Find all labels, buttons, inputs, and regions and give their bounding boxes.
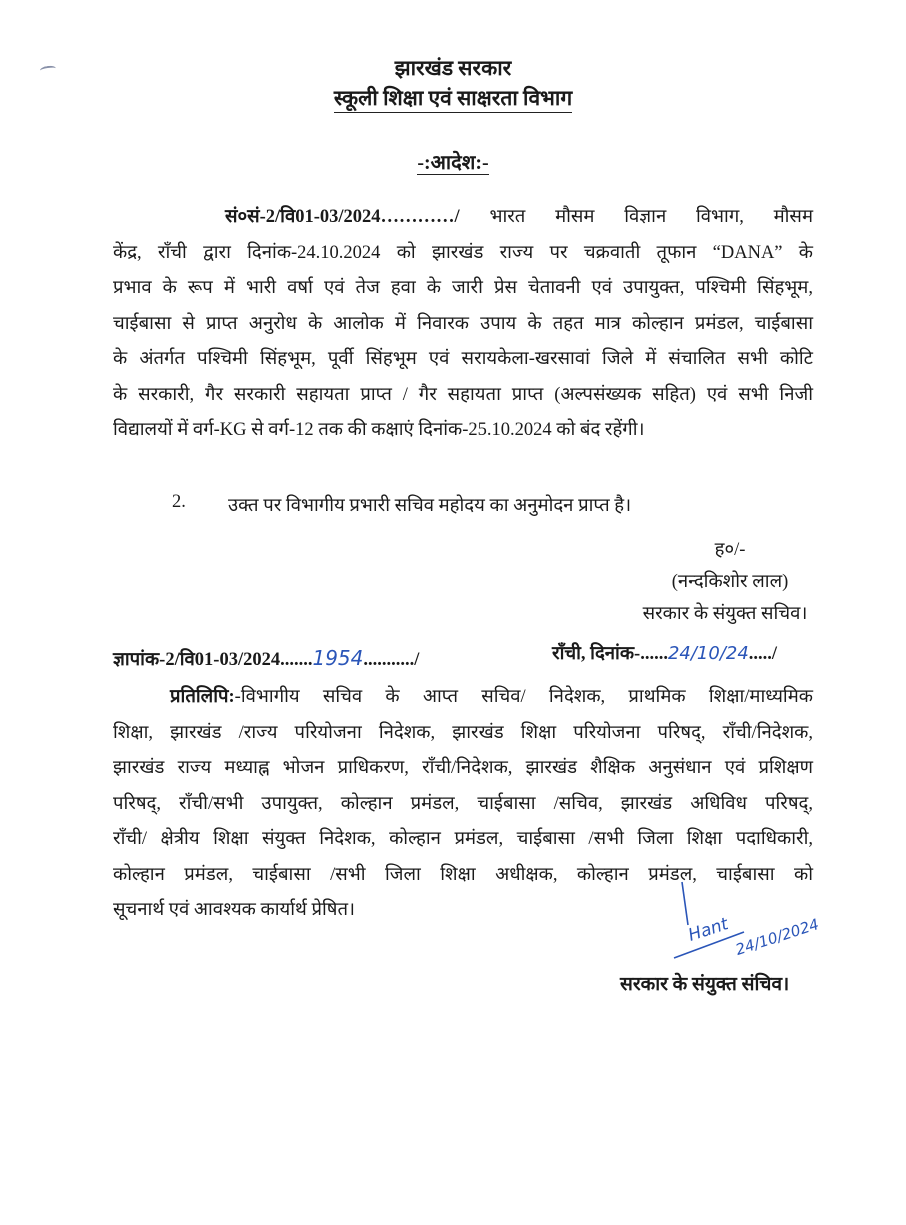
order-body [113, 200, 813, 449]
copy-line-1 [113, 680, 813, 716]
order-heading-text: -:आदेश:- [417, 152, 489, 174]
order-line-1 [113, 200, 813, 236]
signatory-name: (नन्दकिशोर लाल) [671, 572, 789, 592]
point-2-number: 2. [172, 492, 186, 512]
place-date-prefix: राँची, दिनांक-...... [552, 644, 668, 664]
signatory-designation-2: सरकार के संयुक्त संचिव। [620, 974, 790, 995]
order-line-6: के सरकारी, गैर सरकारी सहायता प्राप्त / गैर सहायता प्राप्त (अल्पसंख्यक सहित) एवं सभी निजी [113, 384, 813, 405]
copy-line-4: परिषद्, राँची/सभी उपायुक्त, कोल्हान प्रमंडल, चाईबासा /सचिव, झारखंड अधिविध परिषद्, [113, 793, 813, 814]
order-heading [0, 148, 906, 175]
department-title [0, 84, 906, 112]
signed-mark: ह०/- [714, 540, 746, 560]
memo-suffix: .........../ [363, 650, 420, 670]
department-title-text: स्कूली शिक्षा एवं साक्षरता विभाग [334, 86, 572, 113]
order-line-7: विद्यालयों में वर्ग-KG से वर्ग-12 तक की कक्षाएं दिनांक-25.10.2024 को बंद रहेंगी। [113, 420, 645, 440]
memo-number [113, 646, 419, 671]
date-handwritten: 24/10/24 [667, 643, 749, 664]
signatory-designation: सरकार के संयुक्त सचिव। [642, 604, 808, 624]
signature-scribble: Hant [685, 914, 731, 946]
order-line-2: केंद्र, राँची द्वारा दिनांक-24.10.2024 को झारखंड राज्य पर चक्रवाती तूफान “DANA” के [113, 242, 813, 263]
point-2-text: उक्त पर विभागीय प्रभारी सचिव महोदय का अनुमोदन प्राप्त है। [228, 496, 632, 516]
copy-label: प्रतिलिपि: [170, 687, 235, 707]
place-date [552, 640, 777, 665]
copy-line-2: शिक्षा, झारखंड /राज्य परियोजना निदेशक, झारखंड शिक्षा परियोजना परिषद्, राँची/निदेशक, [113, 722, 813, 743]
order-text: भारत मौसम विज्ञान विभाग, मौसम [489, 207, 814, 227]
order-line-3: प्रभाव के रूप में भारी वर्षा एवं तेज हवा के जारी प्रेस चेतावनी एवं उपायुक्त, पश्चिमी सिंहभूम, [113, 278, 813, 298]
copy-line-6: कोल्हान प्रमंडल, चाईबासा /सभी जिला शिक्षा अधीक्षक, कोल्हान प्रमंडल, चाईबासा को [113, 864, 813, 885]
memo-number-handwritten: 1954 [312, 646, 364, 670]
date-suffix: ...../ [748, 644, 778, 664]
copy-text: -विभागीय सचिव के आप्त सचिव/ निदेशक, प्राथमिक शिक्षा/माध्यमिक [234, 687, 813, 707]
copy-line-5: राँची/ क्षेत्रीय शिक्षा संयुक्त निदेशक, कोल्हान प्रमंडल, चाईबासा /सभी जिला शिक्षा पदाधिकारी, [113, 829, 813, 849]
order-ref-no: सं०सं-2/वि01-03/2024…………/ [225, 207, 460, 227]
memo-prefix: ज्ञापांक-2/वि01-03/2024....... [113, 650, 313, 670]
copy-line-3: झारखंड राज्य मध्याह्न भोजन प्राधिकरण, राँची/निदेशक, झारखंड शैक्षिक अनुसंधान एवं प्रशिक्षण [113, 758, 813, 778]
order-line-5: के अंतर्गत पश्चिमी सिंहभूम, पूर्वी सिंहभूम एवं सरायकेला-खरसावां जिले में संचालित सभी कोटि [113, 349, 813, 369]
government-title: झारखंड सरकार [394, 56, 512, 80]
signature-date: 24/10/2024 [733, 915, 822, 959]
order-line-4: चाईबासा से प्राप्त अनुरोध के आलोक में निवारक उपाय के तहत मात्र कोल्हान प्रमंडल, चाईबासा [113, 313, 813, 334]
copy-line-7: सूचनार्थ एवं आवश्यक कार्यार्थ प्रेषित। [113, 900, 356, 920]
